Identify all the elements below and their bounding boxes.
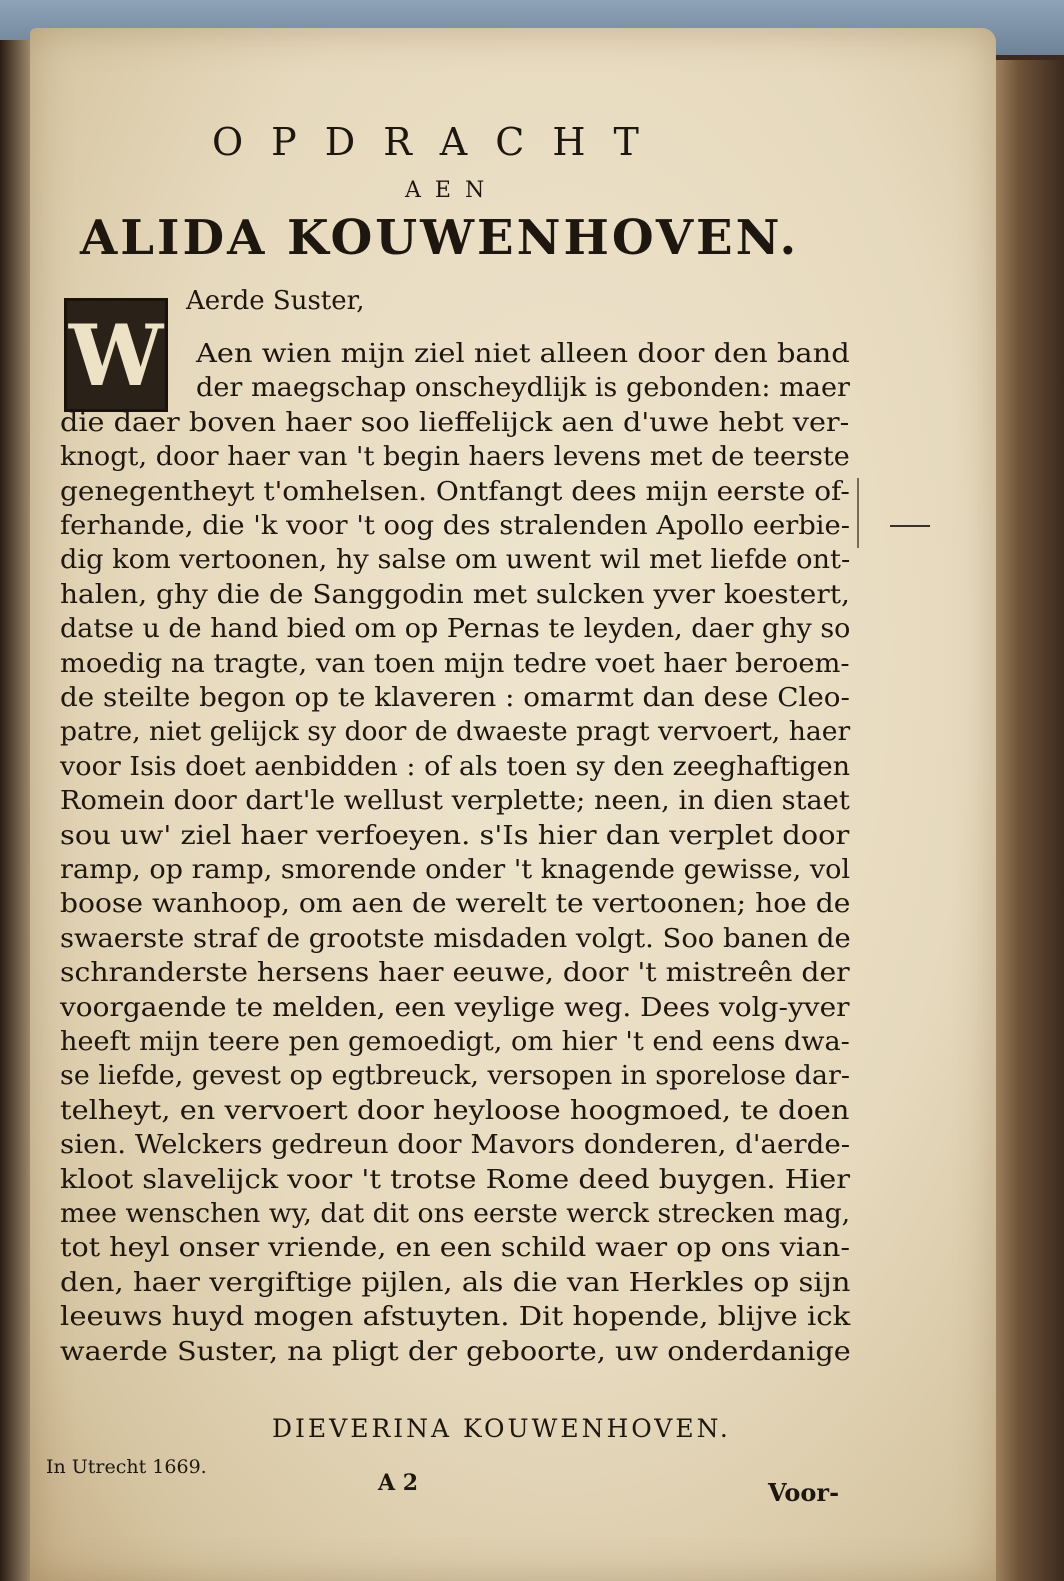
- salutation: Aerde Suster,: [186, 286, 365, 316]
- heading-opdracht: OPDRACHT: [212, 120, 667, 164]
- margin-mark: [890, 525, 930, 527]
- text-line: mee wenschen wy, dat dit ons eerste werck strecken mag,: [60, 1198, 851, 1229]
- signature-mark: A 2: [378, 1470, 419, 1496]
- text-line: leeuws huyd mogen afstuyten. Dit hopende, blijve ick: [60, 1301, 851, 1333]
- heading-name: ALIDA KOUWENHOVEN.: [80, 210, 800, 266]
- text-line: halen, ghy die de Sanggodin met sulcken yver koestert,: [60, 578, 850, 610]
- text-line: kloot slavelijck voor 't trotse Rome deed buygen. Hier: [60, 1163, 851, 1195]
- text-line: schranderste hersens haer eeuwe, door 't mistreên der: [60, 957, 850, 989]
- margin-rule: [857, 478, 859, 548]
- imprint-place-date: In Utrecht 1669.: [46, 1456, 207, 1478]
- catchword: Voor-: [768, 1478, 840, 1507]
- text-line: heeft mijn teere pen gemoedigt, om hier 't end eens dwa-: [60, 1026, 850, 1057]
- text-line: die daer boven haer soo lieffelijck aen d'uwe hebt ver-: [60, 406, 850, 438]
- text-line: voorgaende te melden, een veylige weg. Dees volg-yver: [60, 991, 850, 1023]
- text-line: moedig na tragte, van toen mijn tedre voet haer beroem-: [60, 647, 850, 679]
- text-line: dig kom vertoonen, hy salse om uwent wil met liefde ont-: [60, 544, 851, 576]
- text-line: Aen wien mijn ziel niet alleen door den band: [196, 338, 850, 369]
- text-line: der maegschap onscheydlijk is gebonden: maer: [196, 372, 850, 404]
- dropcap-letter: W: [68, 305, 164, 405]
- text-line: patre, niet gelijck sy door de dwaeste pragt vervoert, haer: [60, 716, 851, 748]
- text-line: knogt, door haer van 't begin haers levens met de teerste: [60, 441, 850, 473]
- book-right-edge: [990, 60, 1064, 1581]
- text-line: telheyt, en vervoert door heyloose hoogmoed, te doen: [60, 1094, 850, 1126]
- text-line: sien. Welckers gedreun door Mavors donderen, d'aerde-: [60, 1129, 851, 1161]
- text-line: ramp, op ramp, smorende onder 't knagende gewisse, vol: [60, 854, 851, 885]
- text-line: Romein door dart'le wellust verplette; neen, in dien staet: [60, 785, 850, 817]
- text-line: den, haer vergiftige pijlen, als die van Herkles op sijn: [60, 1266, 851, 1298]
- text-line: genegentheyt t'omhelsen. Ontfangt dees mijn eerste of-: [60, 475, 850, 507]
- text-line: ferhande, die 'k voor 't oog des stralenden Apollo eerbie-: [60, 510, 851, 541]
- text-line: voor Isis doet aenbidden : of als toen sy den zeeghaftigen: [60, 750, 851, 782]
- decorated-initial: [64, 298, 168, 412]
- signature: DIEVERINA KOUWENHOVEN.: [272, 1414, 731, 1443]
- text-line: swaerste straf de grootste misdaden volgt. Soo banen de: [60, 922, 851, 954]
- heading-aen: AEN: [405, 178, 499, 203]
- text-line: se liefde, gevest op egtbreuck, versopen in sporelose dar-: [60, 1060, 850, 1092]
- text-line: boose wanhoop, om aen de werelt te vertoonen; hoe de: [60, 888, 851, 920]
- text-line: tot heyl onser vriende, en een schild waer op ons vian-: [60, 1232, 850, 1264]
- text-line: datse u de hand bied om op Pernas te leyden, daer ghy so: [60, 613, 851, 645]
- text-line: sou uw' ziel haer verfoeyen. s'Is hier dan verplet door: [60, 819, 850, 851]
- text-line: de steilte begon op te klaveren : omarmt dan dese Cleo-: [60, 682, 850, 713]
- text-line: waerde Suster, na pligt der geboorte, uw onderdanige: [60, 1335, 851, 1367]
